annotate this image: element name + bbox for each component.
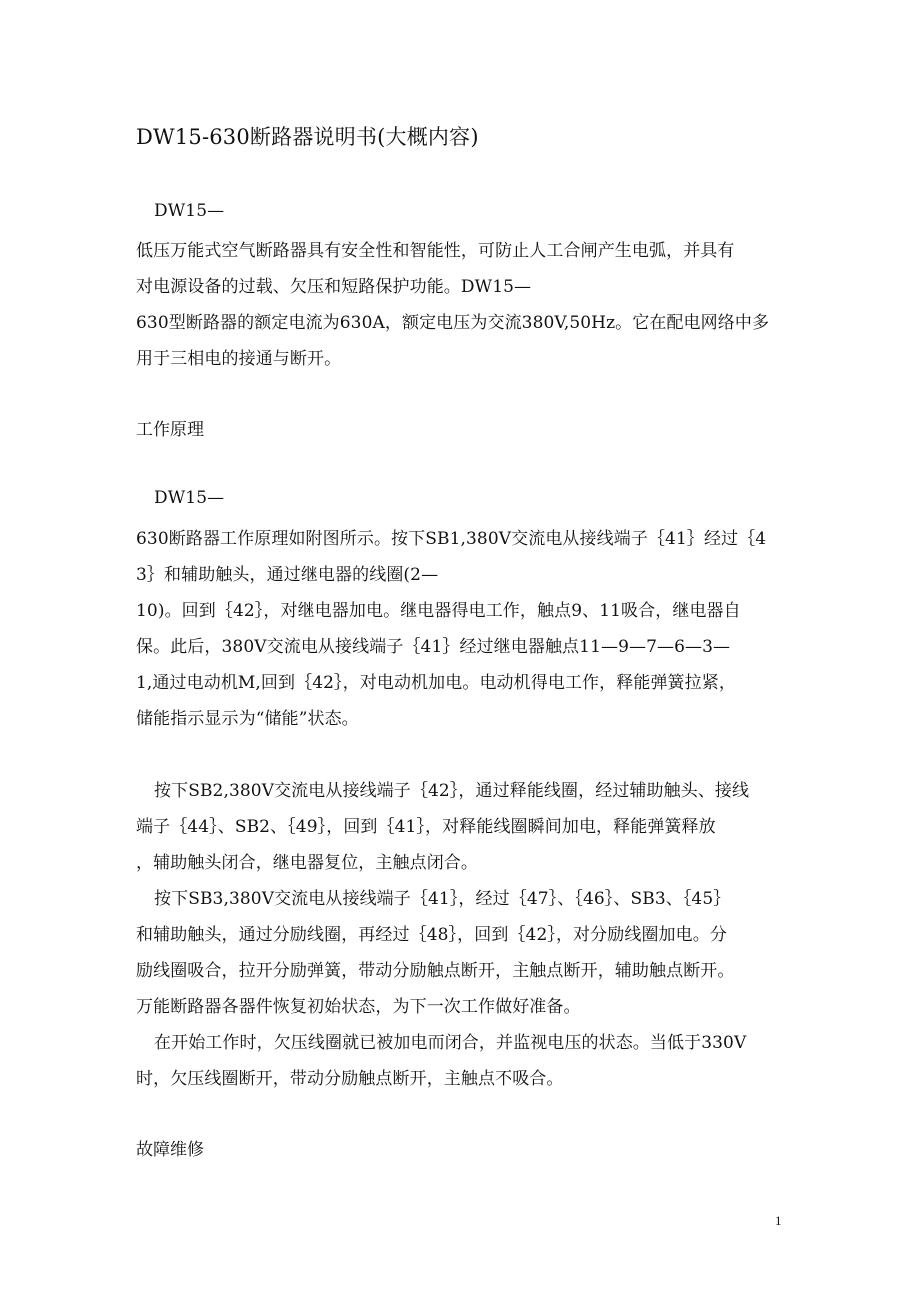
intro-line-4: 630型断路器的额定电流为630A，额定电压为交流380V,50Hz。它在配电网络中多 (136, 313, 770, 333)
section-heading-working-principle: 工作原理 (136, 420, 204, 440)
intro-line-5: 用于三相电的接通与断开。 (136, 349, 342, 369)
principle-line-4: 10)。回到｛42｝，对继电器加电。继电器得电工作，触点9、11吸合，继电器自 (136, 601, 741, 621)
undervoltage-line-1: 在开始工作时，欠压线圈就已被加电而闭合，并监视电压的状态。当低于330V (154, 1033, 747, 1053)
principle-line-3: 3｝和辅助触头，通过继电器的线圈(2— (136, 565, 439, 585)
sb3-line-1: 按下SB3,380V交流电从接线端子｛41｝，经过｛47｝、｛46｝、SB3、｛45｝ (154, 889, 731, 909)
section-heading-fault-repair: 故障维修 (136, 1140, 204, 1160)
sb2-line-1: 按下SB2,380V交流电从接线端子｛42｝，通过释能线圈，经过辅助触头、接线 (154, 781, 750, 801)
document-title: DW15-630断路器说明书(大概内容) (136, 125, 479, 149)
principle-line-1: DW15— (154, 488, 225, 508)
sb2-line-2: 端子｛44｝、SB2、｛49｝，回到｛41｝，对释能线圈瞬间加电，释能弹簧释放 (136, 817, 716, 837)
sb2-line-3: ，辅助触头闭合，继电器复位，主触点闭合。 (136, 853, 478, 873)
principle-line-2: 630断路器工作原理如附图所示。按下SB1,380V交流电从接线端子｛41｝经过｛4 (136, 529, 767, 549)
sb3-line-3: 励线圈吸合，拉开分励弹簧，带动分励触点断开，主触点断开，辅助触点断开。 (136, 961, 735, 981)
intro-line-1: DW15— (154, 201, 225, 221)
intro-line-2: 低压万能式空气断路器具有安全性和智能性，可防止人工合闸产生电弧，并具有 (136, 241, 735, 261)
sb3-line-2: 和辅助触头，通过分励线圈，再经过｛48｝，回到｛42｝，对分励线圈加电。分 (136, 925, 727, 945)
principle-line-5: 保。此后，380V交流电从接线端子｛41｝经过继电器触点11—9—7—6—3— (136, 637, 731, 657)
undervoltage-line-2: 时，欠压线圈断开，带动分励触点断开，主触点不吸合。 (136, 1069, 564, 1089)
principle-line-6: 1,通过电动机M,回到｛42｝，对电动机加电。电动机得电工作，释能弹簧拉紧， (136, 673, 736, 693)
intro-line-3: 对电源设备的过载、欠压和短路保护功能。DW15— (136, 277, 532, 297)
principle-line-7: 储能指示显示为“储能”状态。 (136, 709, 359, 729)
page-number: 1 (775, 1213, 782, 1228)
sb3-line-4: 万能断路器各器件恢复初始状态，为下一次工作做好准备。 (136, 997, 581, 1017)
